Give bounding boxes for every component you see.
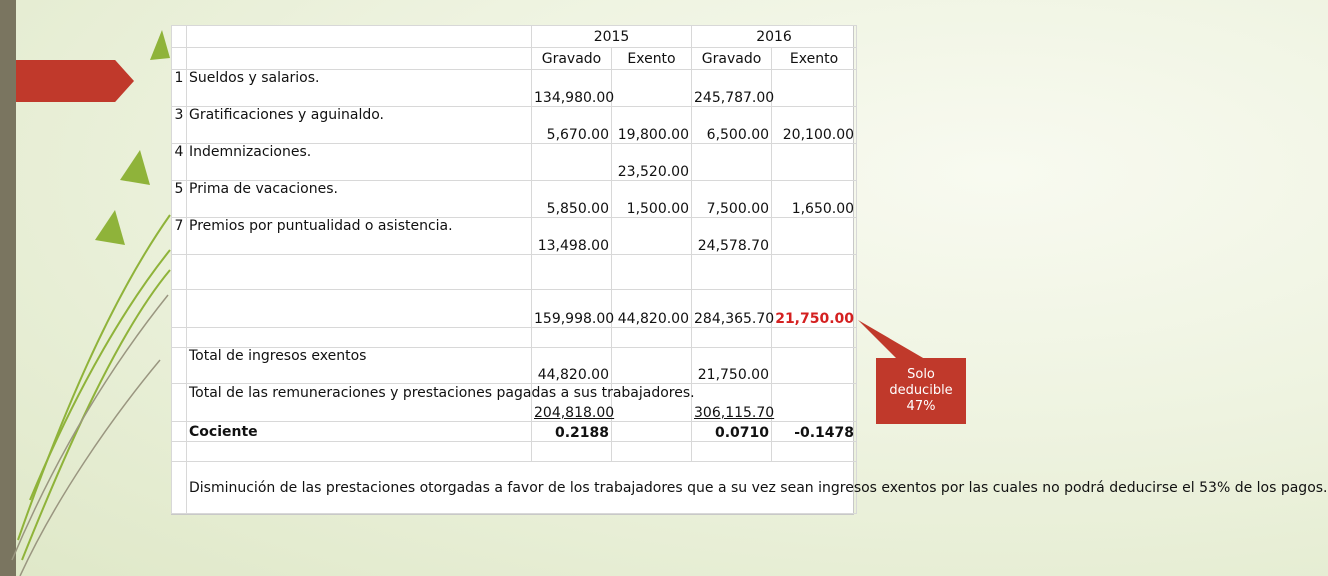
row-label: Indemnizaciones. [187,144,532,181]
header-row-years [172,26,857,48]
remuneraciones-2016-value: 306,115.70 [692,384,772,422]
spacer-row [172,442,857,462]
year-2015-header: 2015 [532,26,692,48]
table-row [172,218,857,255]
note-row [172,462,857,514]
exento-2015-value: 19,800.00 [612,107,692,144]
row-index: 7 [172,218,187,255]
gravado-2016-value: 7,500.00 [692,181,772,218]
table-row [172,181,857,218]
row-index: 5 [172,181,187,218]
callout-line-3: 47% [906,399,936,414]
gravado-2016-value: 6,500.00 [692,107,772,144]
table-row [172,70,857,107]
remuneraciones-row [172,384,857,422]
table-row [172,107,857,144]
arrow-tab-decoration [16,60,134,102]
row-label: Sueldos y salarios. [187,70,532,107]
exento-2016-value: 20,100.00 [772,107,857,144]
gravado-2016-value: 245,787.00 [692,70,772,107]
exento-2016-value: 1,650.00 [772,181,857,218]
cociente-difference: -0.1478 [772,422,857,442]
exentos-2015-value: 44,820.00 [532,348,612,384]
exentos-2016-value: 21,750.00 [692,348,772,384]
gravado-2016-value [692,144,772,181]
exento-2015-value [612,218,692,255]
cociente-2015-value: 0.2188 [532,422,612,442]
totals-row [172,290,857,328]
gravado-2015-value: 134,980.00 [532,70,612,107]
exento-2016-value [772,144,857,181]
remuneraciones-2015-value: 204,818.00 [532,384,612,422]
callout-line-1: Solo [907,367,935,382]
gravado-2015-header: Gravado [532,48,612,70]
row-index: 3 [172,107,187,144]
deducible-callout [876,358,966,424]
exento-2015-value: 1,500.00 [612,181,692,218]
exento-2016-header: Exento [772,48,857,70]
total-gravado-2016: 284,365.70 [692,290,772,328]
table-row [172,144,857,181]
left-sidebar-bar [0,0,16,576]
exento-2015-value: 23,520.00 [612,144,692,181]
gravado-2016-value: 24,578.70 [692,218,772,255]
year-2016-header: 2016 [692,26,857,48]
row-label: Prima de vacaciones. [187,181,532,218]
exento-2015-header: Exento [612,48,692,70]
callout-line-2: deducible [889,383,953,398]
row-index: 1 [172,70,187,107]
cociente-label: Cociente [187,422,532,442]
cociente-row [172,422,857,442]
exento-2015-value [612,70,692,107]
spacer-row [172,328,857,348]
gravado-2016-header: Gravado [692,48,772,70]
exentos-label: Total de ingresos exentos [187,348,532,384]
gravado-2015-value: 13,498.00 [532,218,612,255]
total-exento-2016: 21,750.00 [772,290,857,328]
spacer-row [172,255,857,290]
row-label: Gratificaciones y aguinaldo. [187,107,532,144]
remuneraciones-label: Total de las remuneraciones y prestaciones pagadas a sus trabajadores. [189,385,695,401]
gravado-2015-value: 5,850.00 [532,181,612,218]
total-gravado-2015: 159,998.00 [532,290,612,328]
header-row-types [172,48,857,70]
row-label: Premios por puntualidad o asistencia. [187,218,532,255]
gravado-2015-value [532,144,612,181]
total-exento-2015: 44,820.00 [612,290,692,328]
exento-2016-value [772,218,857,255]
row-index: 4 [172,144,187,181]
footnote-text: Disminución de las prestaciones otorgadas a favor de los trabajadores que a su vez sean ingresos exentos por las cuales no podrá deducirse el 53% de los pagos. [187,462,857,514]
cociente-2016-value: 0.0710 [692,422,772,442]
gravado-2015-value: 5,670.00 [532,107,612,144]
exentos-row [172,348,857,384]
exento-2016-value [772,70,857,107]
